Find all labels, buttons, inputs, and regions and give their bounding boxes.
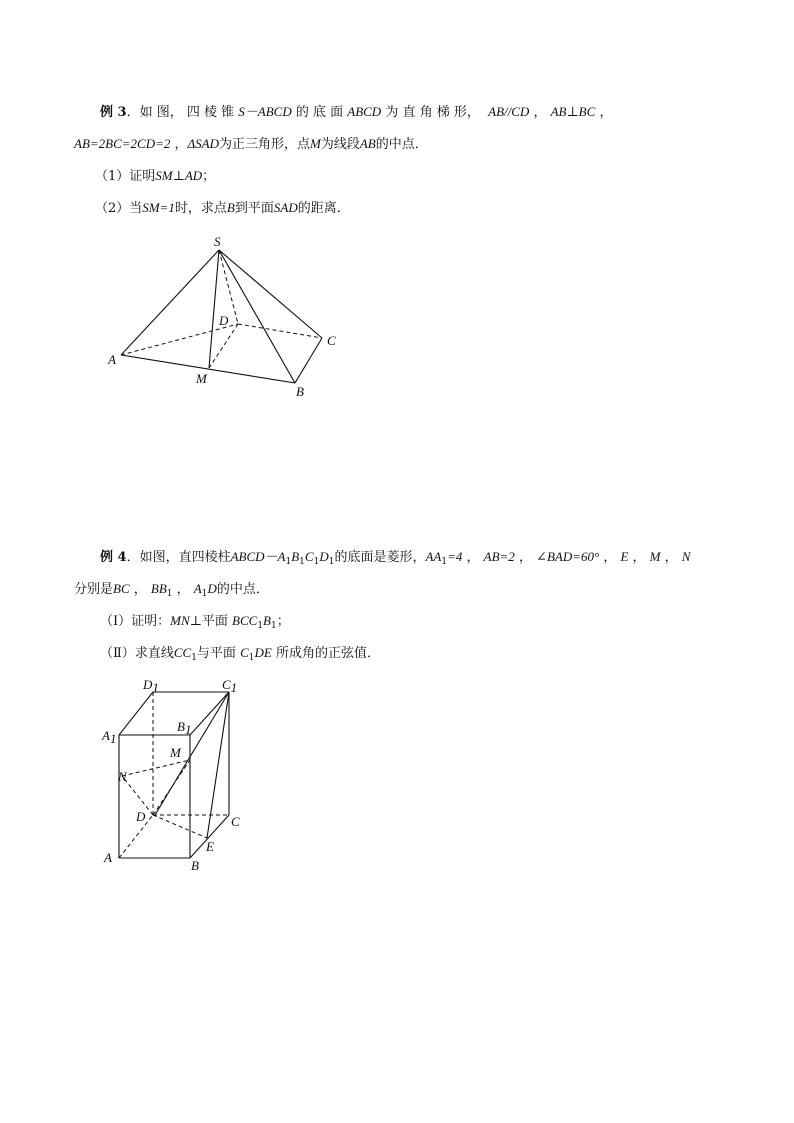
ex3-question-1: （1）证明SM⊥AD； [95,168,216,184]
ex4-label: 例 4 [100,550,127,565]
label-D1: D1 [143,677,159,695]
edge-C1D [155,692,229,815]
label-B: B [191,858,199,873]
label-D: D [136,809,146,824]
label-B1: B1 [177,719,192,737]
label-M: M [196,371,207,386]
label-M: M [170,745,181,760]
ex4-line1: 例 4．如图，直四棱柱$ABCD-A_1B_1C_1D_1$的底面是菱形，$AA_1=4$ ， AB=2 ， ∠BAD=60° ， E ， M ， N [100,549,691,567]
edge-DE [153,815,207,838]
label-B: B [296,384,304,399]
label-A1: A1 [102,728,117,746]
label-C1: C1 [222,677,238,695]
ex3-label: 例 3 [100,105,127,120]
edge-C1E [207,692,229,838]
label-E: E [206,839,214,854]
edge-D1A1 [119,692,153,735]
label-D: D [219,313,229,328]
label-N: N [118,769,127,784]
ex3-line2: AB=2BC=2CD=2 ，ΔSAD为正三角形，点M为线段AB的中点． [74,136,428,152]
label-A: A [104,850,112,865]
label-C: C [327,333,336,348]
ex4-question-1: （Ⅰ）证明：MN⊥平面 $BCC_1B_1$； [100,613,290,631]
label-S: S [214,234,221,249]
label-C: C [231,814,240,829]
label-A: A [108,352,116,367]
ex4-line2: 分别是BC ， $BB_1$ ， $A_1D$的中点． [74,581,269,599]
ex3-question-2: （2）当SM=1时，求点B到平面SAD的距离． [95,200,350,216]
ex4-question-2: （Ⅱ）求直线$CC_1$与平面 $C_1DE$ 所成角的正弦值． [100,645,380,663]
ex3-line1: 例 3．如 图， 四 棱 锥 S－ABCD 的 底 面 ABCD 为 直 角 梯 形， AB//CD ， AB⊥BC ， [100,104,613,120]
